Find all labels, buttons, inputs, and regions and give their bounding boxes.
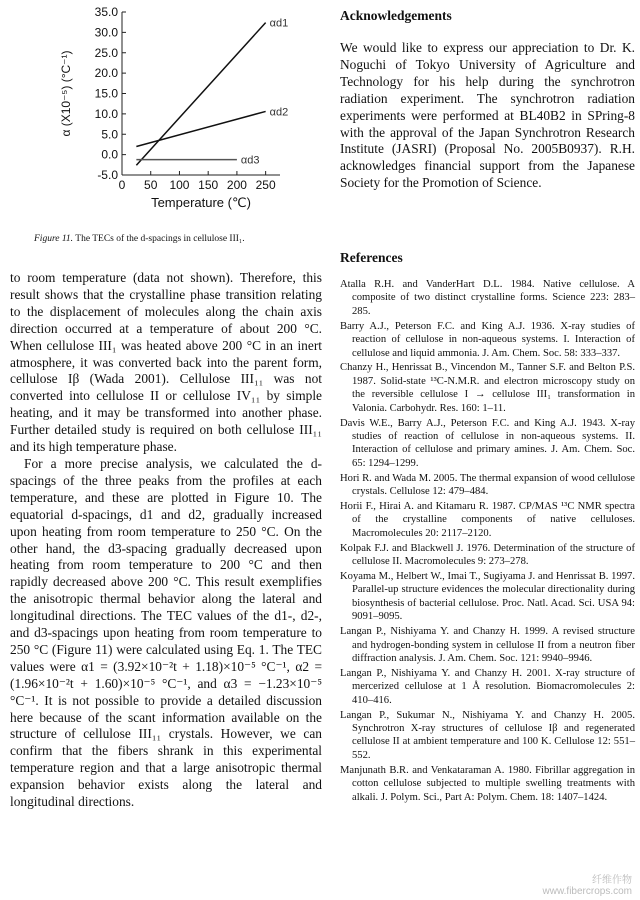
- reference-item: Manjunath B.R. and Venkataraman A. 1980. Fibrillar aggregation in cotton cellulose subjected to multiple swelling treatments with alkali. J. Polym. Sci., Part A: Polym. Chem. 18: 1407–1424.: [340, 764, 635, 803]
- y-tick-label: 0.0: [101, 147, 118, 162]
- x-tick-label: 100: [169, 178, 190, 192]
- x-tick-label: 250: [255, 178, 276, 192]
- reference-item: Barry A.J., Peterson F.C. and King A.J. 1936. X-ray studies of reaction of cellulose in non-aqueous systems. I. Interaction of cellulose and liquid ammonia. J. Am. Chem. Soc. 58: 333–337.: [340, 320, 635, 359]
- y-tick-label: 5.0: [101, 127, 118, 142]
- reference-item: Koyama M., Helbert W., Imai T., Sugiyama J. and Henrissat B. 1997. Parallel-up structure evidences the molecular directionality during biosynthesis of bacterial cellulose. Proc. Natl. Acad. Sci. USA 94: 9091–9095.: [340, 571, 635, 623]
- y-tick-label: 20.0: [94, 66, 118, 81]
- y-tick-label: 15.0: [94, 86, 118, 101]
- watermark-line-1: 纤维作物: [592, 875, 632, 886]
- reference-item: Atalla R.H. and VanderHart D.L. 1984. Native cellulose. A composite of two distinct crystalline forms. Science 223: 283–285.: [340, 279, 635, 317]
- figure-caption-text: The TECs of the d-spacings in cellulose III₁.: [73, 234, 245, 244]
- series-label: αd3: [240, 154, 260, 167]
- series-line-2: [136, 111, 265, 146]
- reference-item: Langan P., Nishiyama Y. and Chanzy H. 2001. X-ray structure of mercerized cellulose at 1 Å resolution. Biomacromolecules 2: 410–416.: [340, 667, 635, 706]
- y-tick-label: 25.0: [94, 45, 118, 60]
- reference-item: Langan P., Nishiyama Y. and Chanzy H. 1999. A revised structure and hydrogen-bonding system in cellulose II from a neutron fiber diffraction analysis. J. Am. Chem. Soc. 121: 9940–9946.: [340, 626, 635, 664]
- reference-item: Horii F., Hirai A. and Kitamaru R. 1987. CP/MAS ¹³C NMR spectra of the crystalline components of native celluloses. Macromolecules 20: 2117–2120.: [340, 501, 635, 539]
- reference-list: [340, 278, 635, 805]
- y-tick-label: 35.0: [94, 5, 118, 19]
- series-label: αd2: [269, 106, 289, 119]
- x-tick-label: 200: [226, 178, 247, 192]
- figure-caption-label: Figure 11.: [34, 234, 74, 244]
- body-text: [10, 270, 322, 811]
- reference-item: Kolpak F.J. and Blackwell J. 1976. Determination of the structure of cellulose II. Macromolecules 9: 273–278.: [340, 542, 635, 568]
- reference-item: Langan P., Sukumar N., Nishiyama Y. and Chanzy H. 2005. Synchrotron X-ray structures of cellulose Iβ and regenerated cellulose II at ambient temperature and 100 K. Cellulose 12: 551–552.: [340, 709, 635, 761]
- acknowledgements-heading: Acknowledgements: [340, 8, 452, 23]
- tec-chart: [10, 0, 322, 225]
- figure-11: [10, 0, 322, 262]
- figure-caption: [34, 233, 324, 245]
- body-paragraph-2: For a more precise analysis, we calculated the d-spacings of the three peaks from the profiles at each temperature, and these are plotted in Figure 10. The equatorial d-spacings, d1 and d2, gradually increased upon heating from room temperature to 250 °C. On the other hand, the d3-spacing gradually decreased upon heating from room temperature to 200 °C and then rapidly decreased above 200 °C. This result exemplifies the anisotropic thermal behavior along the lateral and longitudinal directions. The TEC values of the d1-, d2-, and d3-spacings upon heating from room temperature to 250 °C (Figure 11) were calculated using Eq. 1. The TEC values were α1 = (3.92×10⁻²t + 1.18)×10⁻⁵ °C⁻¹, α2 = (1.96×10⁻²t + 1.60)×10⁻⁵ °C⁻¹, and α3 = −1.23×10⁻⁵ °C⁻¹. It is not possible to provide a detailed discussion here because of the scant information available on the structure of cellulose III₁₁ crystals. However, we can confirm that the fibers shrank in this experimental temperature region and that a large anisotropic thermal expansion behavior exists along the lateral and longitudinal directions.: [10, 455, 322, 810]
- x-tick-label: 150: [198, 178, 219, 192]
- reference-item: Davis W.E., Barry A.J., Peterson F.C. and King A.J. 1943. X-ray studies of reaction of cellulose in non-aqueous systems. II. Interaction of cellulose and primary amines. J. Am. Chem. Soc. 65: 1294–1299.: [340, 417, 635, 469]
- y-axis-label: α (X10⁻⁵) (°C⁻¹): [59, 50, 73, 137]
- reference-item: Hori R. and Wada M. 2005. The thermal expansion of wood cellulose crystals. Cellulose 12: 479–484.: [340, 472, 635, 498]
- reference-item: Chanzy H., Henrissat B., Vincendon M., Tanner S.F. and Belton P.S. 1987. Solid-state ¹³C-N.M.R. and electron microscopy study on the reversible cellulose I → cellulose III₁ transformation in Valonia. Carbohydr. Res. 160: 1–11.: [340, 362, 635, 414]
- x-axis-label: Temperature (℃): [151, 195, 251, 210]
- references-heading: References: [340, 250, 403, 265]
- x-tick-label: 50: [144, 178, 158, 192]
- y-tick-label: -5.0: [97, 168, 118, 182]
- acknowledgements-text: We would like to express our appreciation to Dr. K. Noguchi of Tokyo University of Agriculture and Technology for his help during the synchrotron radiation experiment. The synchrotron radiation experiments were performed at BL40B2 in SPring-8 with the approval of the Japan Synchrotron Research Institute (JASRI) (Proposal No. 2005B0937). R.H. acknowledges financial support from the Japanese Society for the Promotion of Science.: [340, 40, 635, 191]
- x-tick-label: 0: [118, 178, 126, 192]
- series-line-1: [136, 23, 265, 166]
- y-tick-label: 30.0: [94, 25, 118, 40]
- watermark-line-2: www.fibercrops.com: [542, 886, 632, 897]
- watermark: [543, 875, 632, 897]
- series-label: αd1: [269, 17, 289, 30]
- body-paragraph-1: to room temperature (data not shown). Therefore, this result shows that the crystalline phase transition relating to the displacement of molecules along the chain axis direction occurred at a temperature of about 200 °C. When cellulose III₁ was heated above 200 °C in an inert atmosphere, it was converted back into the parent form, cellulose Iβ (Wada 2001). Cellulose III₁₁ was not converted into cellulose II or cellulose IV₁₁ by simple heating, and it may be transformed into another phase. Further detailed study is required on both cellulose III₁₁ and its high temperature phase.: [10, 270, 322, 455]
- y-tick-label: 10.0: [94, 106, 118, 121]
